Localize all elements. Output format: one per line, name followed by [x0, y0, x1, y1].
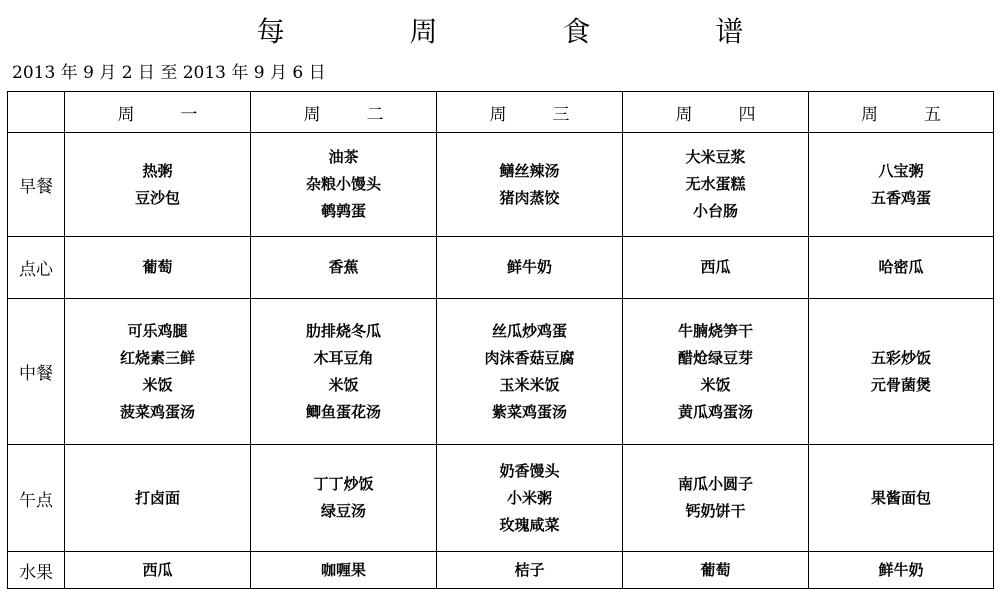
dish-item: 大米豆浆 — [685, 148, 746, 166]
menu-cell — [437, 299, 623, 445]
page-title: 每 周 食 谱 — [256, 15, 802, 48]
dish-item: 小台肠 — [692, 202, 738, 220]
dish-item: 葡萄 — [700, 560, 731, 579]
dish-item: 香蕉 — [328, 258, 359, 276]
dish-item: 米饭 — [328, 375, 359, 394]
dish-item: 鲜牛奶 — [878, 560, 924, 579]
menu-cell — [623, 237, 809, 299]
dish-item: 黄瓜鸡蛋汤 — [677, 402, 753, 421]
dish-item: 鲫鱼蛋花汤 — [305, 402, 381, 421]
menu-cell — [623, 445, 809, 552]
dish-item: 葡萄 — [142, 258, 173, 276]
menu-cell — [251, 133, 437, 237]
dish-item: 无水蛋糕 — [685, 175, 746, 193]
menu-cell — [437, 445, 623, 552]
dish-item: 玫瑰咸菜 — [499, 515, 560, 534]
menu-cell — [623, 299, 809, 445]
dish-item: 元骨菌煲 — [870, 375, 931, 394]
menu-cell — [65, 445, 251, 552]
dish-item: 牛腩烧笋干 — [677, 321, 753, 340]
dish-item: 西瓜 — [700, 258, 731, 276]
dish-item: 鹌鹑蛋 — [320, 202, 366, 220]
dish-item: 西瓜 — [142, 560, 173, 579]
menu-cell — [251, 445, 437, 552]
dish-item: 鳝丝辣汤 — [499, 161, 560, 180]
meal-label: 中餐 — [8, 299, 65, 445]
snack-row — [8, 237, 994, 299]
menu-cell — [809, 552, 994, 589]
day-number: 五 — [924, 104, 941, 125]
day-prefix: 周 — [303, 104, 321, 125]
day-header-4 — [623, 92, 809, 133]
dish-item: 八宝粥 — [878, 161, 924, 180]
dish-item: 红烧素三鲜 — [119, 348, 195, 367]
menu-cell — [251, 299, 437, 445]
dish-item: 奶香馒头 — [499, 461, 560, 480]
meal-label: 水果 — [8, 552, 65, 589]
menu-cell — [809, 299, 994, 445]
breakfast-row — [8, 133, 994, 237]
menu-cell — [623, 133, 809, 237]
dish-item: 五彩炒饭 — [870, 348, 931, 367]
day-prefix: 周 — [117, 104, 135, 125]
date-range: 2013 年 9 月 2 日 至 2013 年 9 月 6 日 — [12, 63, 326, 83]
day-header-5 — [809, 92, 994, 133]
menu-cell — [437, 237, 623, 299]
dish-item: 鲜牛奶 — [506, 258, 552, 276]
dish-item: 醋炝绿豆芽 — [677, 348, 753, 367]
menu-cell — [65, 237, 251, 299]
dish-item: 热粥 — [142, 161, 173, 180]
day-number: 一 — [180, 104, 198, 125]
dish-item: 丝瓜炒鸡蛋 — [491, 321, 567, 340]
menu-cell — [65, 299, 251, 445]
menu-cell — [623, 552, 809, 589]
menu-cell — [809, 133, 994, 237]
header-row — [8, 92, 994, 133]
menu-cell — [809, 237, 994, 299]
dish-item: 油茶 — [328, 148, 359, 166]
menu-cell — [437, 133, 623, 237]
menu-cell — [437, 552, 623, 589]
menu-cell — [65, 552, 251, 589]
dish-item: 米饭 — [142, 375, 173, 394]
lunch-row — [8, 299, 994, 445]
meal-label: 早餐 — [8, 133, 65, 237]
menu-cell — [65, 133, 251, 237]
day-prefix: 周 — [675, 104, 693, 125]
day-prefix: 周 — [489, 104, 507, 125]
dish-item: 猪肉蒸饺 — [499, 188, 560, 207]
meal-label: 午点 — [8, 445, 65, 552]
dish-item: 豆沙包 — [134, 188, 180, 207]
day-header-3 — [437, 92, 623, 133]
dish-item: 肋排烧冬瓜 — [305, 321, 381, 340]
dish-item: 紫菜鸡蛋汤 — [491, 402, 567, 421]
dish-item: 果酱面包 — [870, 488, 931, 507]
dish-item: 咖喱果 — [320, 560, 366, 579]
dish-item: 杂粮小馒头 — [305, 175, 381, 193]
dish-item: 小米粥 — [506, 488, 552, 507]
dish-item: 南瓜小圆子 — [677, 475, 753, 493]
day-number: 四 — [738, 104, 756, 125]
dish-item: 米饭 — [700, 375, 731, 394]
dish-item: 绿豆汤 — [320, 502, 366, 520]
weekly-menu-table — [7, 91, 994, 589]
menu-cell — [809, 445, 994, 552]
day-prefix: 周 — [861, 104, 878, 125]
dish-item: 菠菜鸡蛋汤 — [119, 402, 195, 421]
afternoon-snack-row — [8, 445, 994, 552]
dish-item: 丁丁炒饭 — [313, 475, 374, 493]
day-number: 二 — [366, 104, 384, 125]
dish-item: 玉米米饭 — [499, 375, 560, 394]
dish-item: 可乐鸡腿 — [127, 321, 188, 340]
menu-cell — [251, 552, 437, 589]
dish-item: 肉沫香菇豆腐 — [484, 348, 575, 367]
menu-cell — [251, 237, 437, 299]
dish-item: 桔子 — [514, 560, 545, 579]
dish-item: 哈密瓜 — [878, 258, 924, 276]
dish-item: 木耳豆角 — [313, 348, 374, 367]
dish-item: 钙奶饼干 — [685, 502, 746, 520]
dish-item: 打卤面 — [134, 488, 180, 507]
day-header-2 — [251, 92, 437, 133]
day-header-1 — [65, 92, 251, 133]
dish-item: 五香鸡蛋 — [870, 188, 931, 207]
corner-cell — [8, 92, 65, 133]
meal-label: 点心 — [8, 237, 65, 299]
fruit-row — [8, 552, 994, 589]
day-number: 三 — [552, 104, 570, 125]
